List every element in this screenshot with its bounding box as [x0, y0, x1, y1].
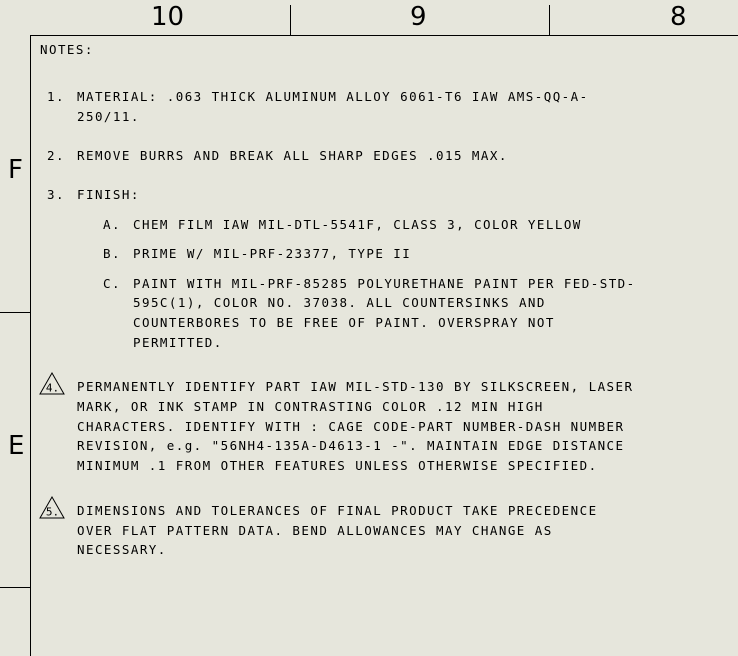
- note-3c-label: C.: [103, 276, 121, 291]
- note-5-line-2: OVER FLAT PATTERN DATA. BEND ALLOWANCES MAY CHANGE AS: [77, 523, 553, 538]
- border-top: [30, 35, 738, 36]
- flag-note-4-triangle-icon: [39, 372, 65, 395]
- note-3a-line-1: CHEM FILM IAW MIL-DTL-5541F, CLASS 3, COLOR YELLOW: [133, 217, 582, 232]
- flag-note-5-number: 5.: [45, 505, 60, 519]
- notes-heading: NOTES:: [40, 42, 94, 57]
- note-1-line-2: 250/11.: [77, 109, 140, 124]
- zone-divider-9-8: [549, 5, 550, 35]
- note-1-number: 1.: [47, 89, 65, 104]
- zone-divider-10-9: [290, 5, 291, 35]
- note-3c-line-1: PAINT WITH MIL-PRF-85285 POLYURETHANE PAINT PER FED-STD-: [133, 276, 636, 291]
- note-4-line-4: REVISION, e.g. "56NH4-135A-D4613-1 -". MAINTAIN EDGE DISTANCE: [77, 438, 625, 453]
- note-3c-line-2: 595C(1), COLOR NO. 37038. ALL COUNTERSINKS AND: [133, 295, 546, 310]
- note-2-line-1: REMOVE BURRS AND BREAK ALL SHARP EDGES .015 MAX.: [77, 148, 508, 163]
- zone-label-8: 8: [670, 2, 687, 32]
- note-3c-line-3: COUNTERBORES TO BE FREE OF PAINT. OVERSPRAY NOT: [133, 315, 555, 330]
- note-1-line-1: MATERIAL: .063 THICK ALUMINUM ALLOY 6061-T6 IAW AMS-QQ-A-: [77, 89, 589, 104]
- note-3b-label: B.: [103, 246, 121, 261]
- zone-divider-f-e: [0, 312, 30, 313]
- note-3c-line-4: PERMITTED.: [133, 335, 223, 350]
- note-5-line-1: DIMENSIONS AND TOLERANCES OF FINAL PRODUCT TAKE PRECEDENCE: [77, 503, 598, 518]
- note-4-line-5: MINIMUM .1 FROM OTHER FEATURES UNLESS OTHERWISE SPECIFIED.: [77, 458, 598, 473]
- note-5-line-3: NECESSARY.: [77, 542, 167, 557]
- zone-label-e: E: [8, 431, 25, 461]
- note-4-line-3: CHARACTERS. IDENTIFY WITH : CAGE CODE-PART NUMBER-DASH NUMBER: [77, 419, 625, 434]
- note-3b-line-1: PRIME W/ MIL-PRF-23377, TYPE II: [133, 246, 412, 261]
- note-3-line-1: FINISH:: [77, 187, 140, 202]
- note-3a-label: A.: [103, 217, 121, 232]
- zone-label-10: 10: [151, 2, 185, 32]
- flag-note-5-triangle-icon: [39, 496, 65, 519]
- zone-label-9: 9: [410, 2, 427, 32]
- border-left: [30, 35, 31, 656]
- note-4-line-2: MARK, OR INK STAMP IN CONTRASTING COLOR .12 MIN HIGH: [77, 399, 544, 414]
- flag-note-4-number: 4.: [45, 381, 60, 395]
- zone-divider-e-d: [0, 587, 30, 588]
- zone-label-f: F: [8, 155, 23, 185]
- note-2-number: 2.: [47, 148, 65, 163]
- note-3-number: 3.: [47, 187, 65, 202]
- note-4-line-1: PERMANENTLY IDENTIFY PART IAW MIL-STD-130 BY SILKSCREEN, LASER: [77, 379, 634, 394]
